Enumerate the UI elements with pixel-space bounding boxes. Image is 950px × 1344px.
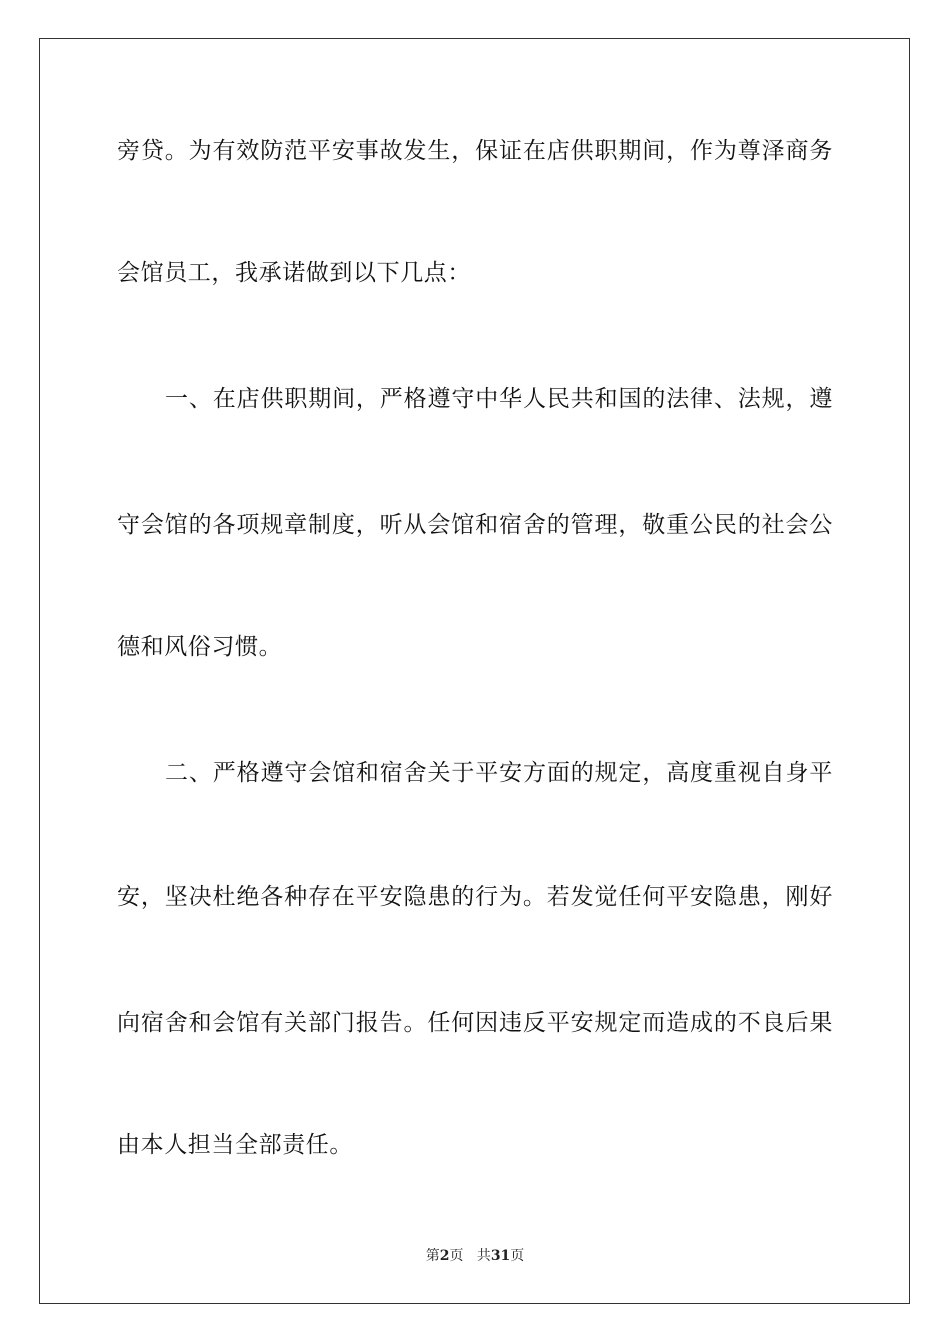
page-footer xyxy=(0,1246,950,1266)
paragraph-line-7: 安，坚决杜绝各种存在平安隐患的行为。若发觉任何平安隐患，刚好 xyxy=(117,884,833,910)
page-border xyxy=(39,38,910,1304)
paragraph-line-6: 二、严格遵守会馆和宿舍关于平安方面的规定，高度重视自身平 xyxy=(165,760,833,786)
footer-total-pages: 31 xyxy=(490,1248,511,1264)
paragraph-line-8: 向宿舍和会馆有关部门报告。任何因违反平安规定而造成的不良后果 xyxy=(117,1010,833,1036)
footer-total-prefix: 共 xyxy=(476,1248,491,1264)
paragraph-line-5: 德和风俗习惯。 xyxy=(117,634,283,660)
paragraph-line-9: 由本人担当全部责任。 xyxy=(117,1132,353,1158)
footer-page-prefix: 第 xyxy=(425,1248,440,1264)
footer-total-suffix: 页 xyxy=(510,1248,525,1264)
footer-page-suffix: 页 xyxy=(449,1248,464,1264)
paragraph-line-3: 一、在店供职期间，严格遵守中华人民共和国的法律、法规，遵 xyxy=(165,386,833,412)
paragraph-line-2: 会馆员工，我承诺做到以下几点： xyxy=(117,260,471,286)
paragraph-line-1: 旁贷。为有效防范平安事故发生，保证在店供职期间，作为尊泽商务 xyxy=(117,138,833,164)
footer-page-number: 2 xyxy=(439,1248,450,1264)
paragraph-line-4: 守会馆的各项规章制度，听从会馆和宿舍的管理，敬重公民的社会公 xyxy=(117,512,833,538)
